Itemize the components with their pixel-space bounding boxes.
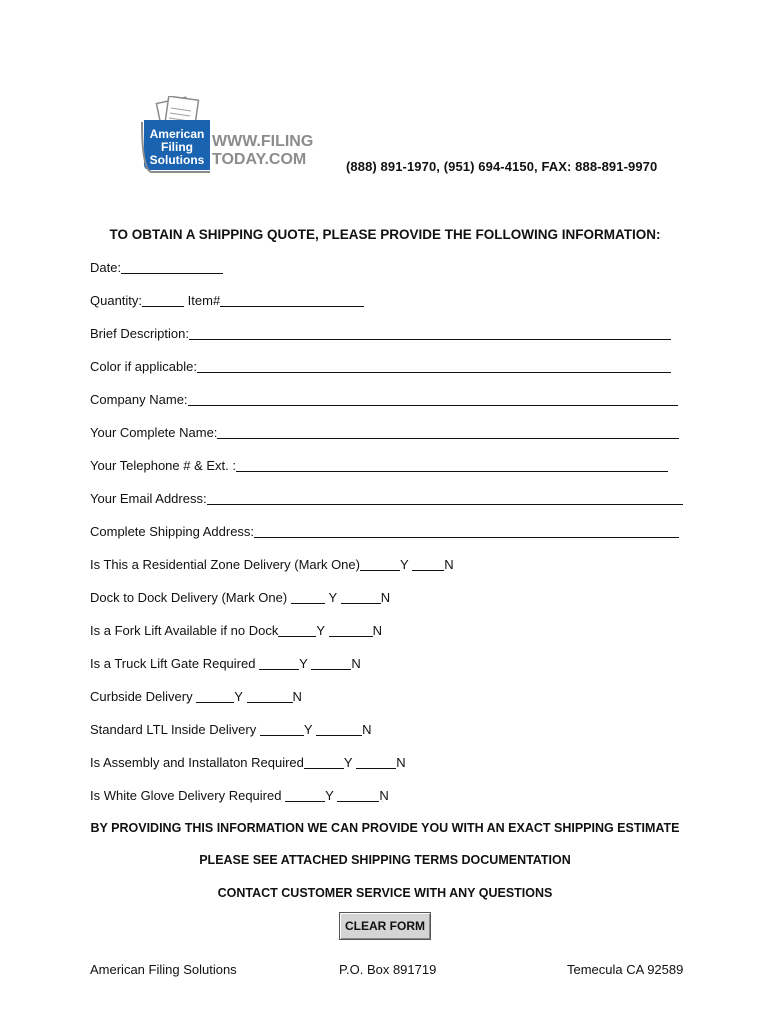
- curbside-row: [90, 688, 302, 706]
- assembly-no-label: N: [396, 755, 406, 770]
- liftgate-label: Is a Truck Lift Gate Required: [90, 656, 256, 671]
- form-title: TO OBTAIN A SHIPPING QUOTE, PLEASE PROVIDE THE FOLLOWING INFORMATION:: [109, 227, 661, 242]
- residential-no-label: N: [444, 557, 454, 572]
- forklift-yes-label: Y: [316, 623, 326, 638]
- color-row: [90, 358, 671, 376]
- notice-estimate: BY PROVIDING THIS INFORMATION WE CAN PROVIDE YOU WITH AN EXACT SHIPPING ESTIMATE: [90, 821, 680, 835]
- residential-no-field[interactable]: [412, 557, 444, 571]
- inside-yes-field[interactable]: [260, 722, 304, 736]
- company-row: [90, 391, 678, 409]
- color-label: Color if applicable:: [90, 359, 197, 374]
- curbside-no-field[interactable]: [247, 689, 293, 703]
- residential-row: [90, 556, 454, 574]
- liftgate-yes-field[interactable]: [259, 656, 299, 670]
- forklift-no-label: N: [372, 623, 383, 638]
- dock-yes-label: Y: [328, 590, 338, 605]
- email-field[interactable]: [207, 491, 683, 505]
- quantity-field[interactable]: [142, 293, 184, 307]
- forklift-no-field[interactable]: [329, 623, 373, 637]
- residential-yes-label: Y: [399, 557, 409, 572]
- company-logo: [140, 96, 340, 176]
- assembly-row: [90, 754, 406, 772]
- brand-line-3: Solutions: [149, 153, 205, 167]
- residential-yes-field[interactable]: [360, 557, 400, 571]
- company-field[interactable]: [188, 392, 678, 406]
- curbside-yes-label: Y: [234, 689, 243, 704]
- color-field[interactable]: [197, 359, 671, 373]
- curbside-no-label: N: [292, 689, 302, 704]
- curbside-yes-field[interactable]: [196, 689, 234, 703]
- company-label: Company Name:: [90, 392, 188, 407]
- forklift-label: Is a Fork Lift Available if no Dock: [90, 623, 279, 638]
- whiteglove-row: [90, 787, 389, 805]
- name-row: [90, 424, 679, 442]
- description-field[interactable]: [189, 326, 671, 340]
- assembly-label: Is Assembly and Installaton Required: [90, 755, 304, 770]
- notice-terms: PLEASE SEE ATTACHED SHIPPING TERMS DOCUMENTATION: [199, 853, 571, 867]
- inside-no-label: N: [362, 722, 372, 737]
- dock-label: Dock to Dock Delivery (Mark One): [90, 590, 288, 605]
- assembly-no-field[interactable]: [356, 755, 396, 769]
- dock-no-field[interactable]: [341, 590, 381, 604]
- whiteglove-no-label: N: [379, 788, 389, 803]
- dock-no-label: N: [380, 590, 391, 605]
- footer-company: American Filing Solutions: [90, 962, 237, 977]
- name-label: Your Complete Name:: [90, 425, 218, 440]
- notice-contact: CONTACT CUSTOMER SERVICE WITH ANY QUESTIONS: [217, 886, 553, 900]
- date-label: Date:: [90, 260, 122, 275]
- description-label: Brief Description:: [90, 326, 189, 341]
- forklift-row: [90, 622, 382, 640]
- item-label: Item#: [187, 293, 221, 308]
- phone-label: Your Telephone # & Ext. :: [90, 458, 236, 473]
- contact-phones: (888) 891-1970, (951) 694-4150, FAX: 888-891-9970: [346, 159, 658, 174]
- item-field[interactable]: [220, 293, 364, 307]
- liftgate-no-field[interactable]: [311, 656, 351, 670]
- residential-label: Is This a Residential Zone Delivery (Mark One): [90, 557, 360, 572]
- address-field[interactable]: [254, 524, 679, 538]
- website-line-1: WWW.FILING: [212, 133, 314, 150]
- assembly-yes-field[interactable]: [304, 755, 344, 769]
- brand-line-2: Filing: [161, 140, 193, 154]
- clear-form-button[interactable]: CLEAR FORM: [339, 912, 431, 940]
- whiteglove-label: Is White Glove Delivery Required: [90, 788, 282, 803]
- assembly-yes-label: Y: [343, 755, 353, 770]
- inside-label: Standard LTL Inside Delivery: [90, 722, 257, 737]
- phone-row: [90, 457, 668, 475]
- forklift-yes-field[interactable]: [278, 623, 316, 637]
- footer-po-box: P.O. Box 891719: [339, 962, 437, 977]
- inside-yes-label: Y: [303, 722, 313, 737]
- inside-no-field[interactable]: [316, 722, 362, 736]
- address-label: Complete Shipping Address:: [90, 524, 255, 539]
- whiteglove-yes-label: Y: [325, 788, 334, 803]
- website-line-2: TODAY.COM: [212, 151, 307, 168]
- address-row: [90, 523, 679, 541]
- footer-city: Temecula CA 92589: [567, 962, 684, 977]
- date-row: [90, 259, 223, 277]
- whiteglove-yes-field[interactable]: [285, 788, 325, 802]
- email-row: [90, 490, 683, 508]
- phone-field[interactable]: [236, 458, 668, 472]
- quantity-row: [90, 292, 364, 310]
- date-field[interactable]: [121, 260, 223, 274]
- dock-yes-field[interactable]: [291, 590, 325, 604]
- quantity-label: Quantity:: [90, 293, 143, 308]
- inside-row: [90, 721, 372, 739]
- name-field[interactable]: [217, 425, 679, 439]
- email-label: Your Email Address:: [90, 491, 207, 506]
- dock-row: [90, 589, 390, 607]
- liftgate-no-label: N: [351, 656, 361, 671]
- description-row: [90, 325, 671, 343]
- curbside-label: Curbside Delivery: [90, 689, 193, 704]
- liftgate-row: [90, 655, 361, 673]
- brand-line-1: American: [149, 127, 205, 141]
- whiteglove-no-field[interactable]: [337, 788, 379, 802]
- liftgate-yes-label: Y: [299, 656, 308, 671]
